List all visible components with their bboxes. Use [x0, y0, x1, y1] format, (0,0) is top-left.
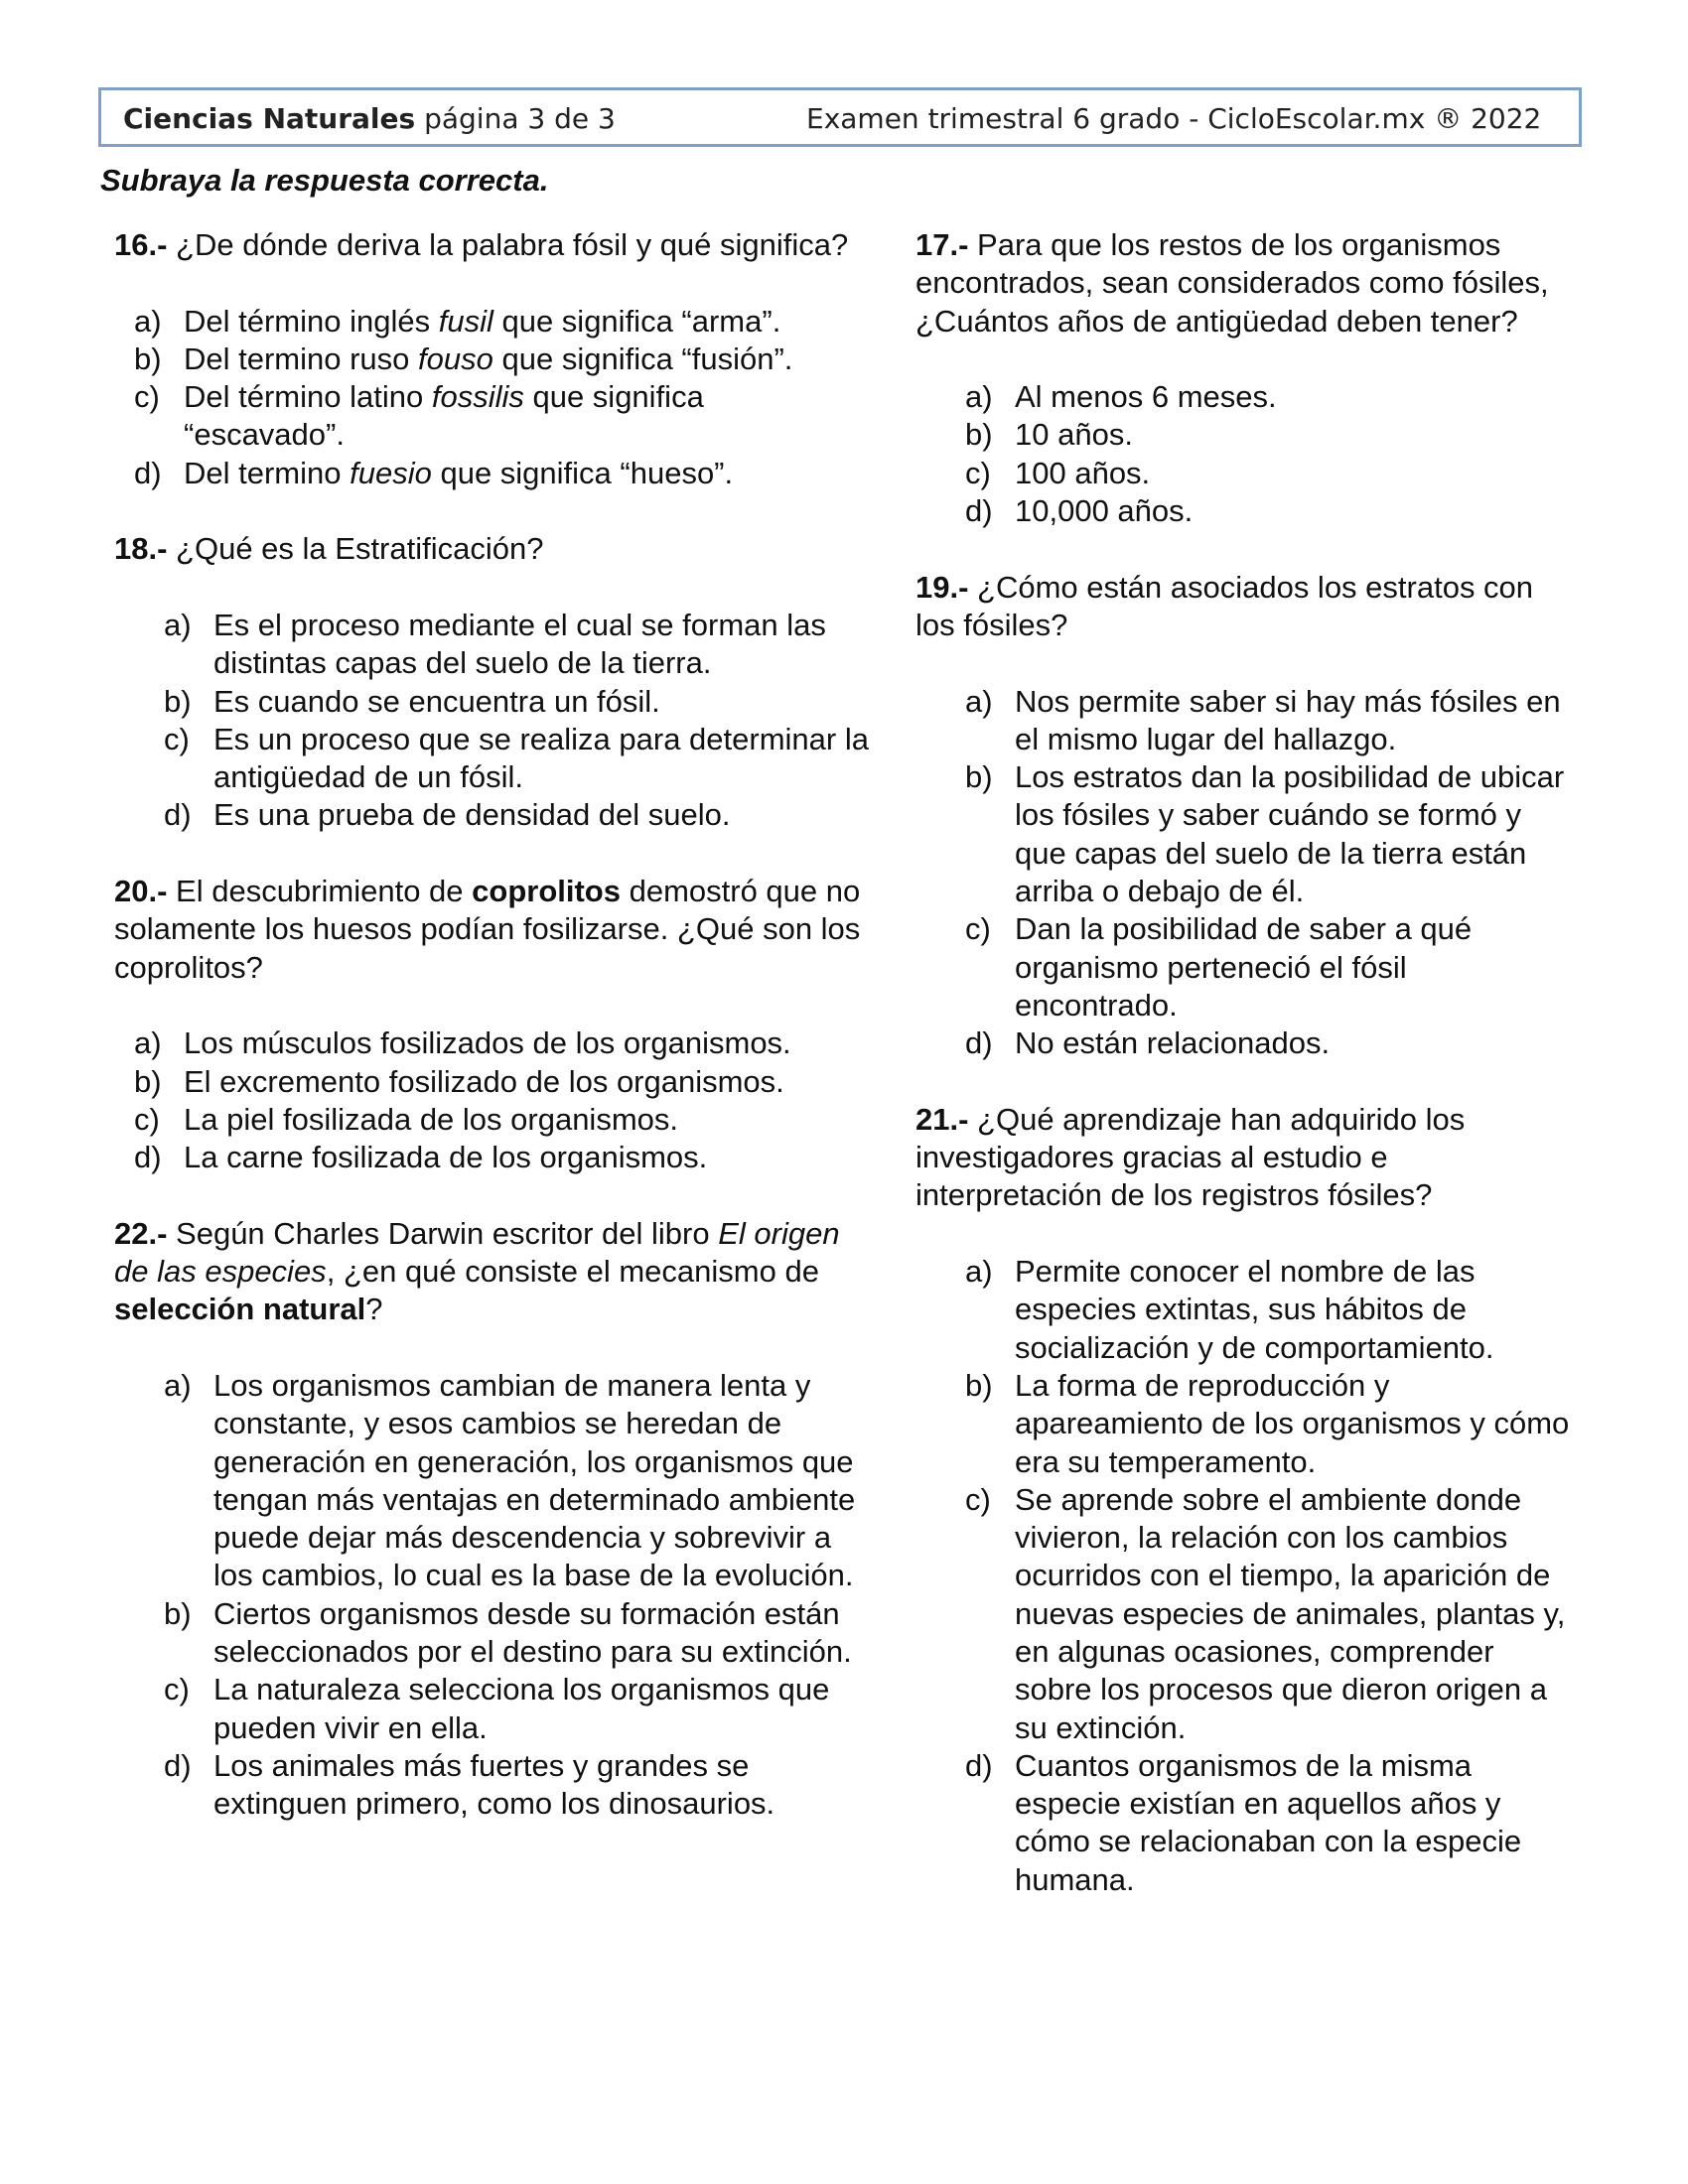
- answer-option[interactable]: [114, 796, 869, 834]
- option-letter: d): [965, 1025, 993, 1061]
- answer-option[interactable]: [915, 492, 1571, 530]
- instruction-text: Subraya la respuesta correcta.: [100, 163, 549, 198]
- answer-option[interactable]: [114, 683, 869, 721]
- answer-option[interactable]: [915, 1253, 1571, 1367]
- question-16: [114, 226, 869, 492]
- option-letter: a): [965, 683, 993, 719]
- answer-option[interactable]: [114, 607, 869, 683]
- answer-option[interactable]: [915, 1481, 1571, 1747]
- answer-options: [915, 1253, 1571, 1899]
- answer-options: [915, 683, 1571, 1063]
- option-letter: a): [164, 1367, 192, 1403]
- right-column: [915, 226, 1571, 1937]
- question-text: [915, 226, 1571, 341]
- option-letter: c): [164, 721, 190, 756]
- option-text: Los músculos fosilizados de los organismos.: [184, 1025, 791, 1061]
- option-letter: c): [965, 455, 991, 490]
- question-22: [114, 1215, 869, 1824]
- question-prompt: ¿Qué aprendizaje han adquirido los investigadores gracias al estudio e interpretación de los registros fósiles?: [915, 1101, 1466, 1213]
- option-letter: b): [134, 341, 162, 376]
- answer-option[interactable]: [114, 455, 869, 492]
- option-letter: b): [164, 1595, 192, 1631]
- option-letter: b): [134, 1063, 162, 1099]
- answer-option[interactable]: [114, 1747, 869, 1824]
- option-text: Del término inglés fusil que significa “arma”.: [184, 303, 781, 339]
- question-text: 22.- Según Charles Darwin escritor del libro El origen de las especies, ¿en qué consiste el mecanismo de selección natural?: [114, 1215, 840, 1327]
- question-number: 20.-: [114, 874, 168, 909]
- option-text: Los organismos cambian de manera lenta y constante, y esos cambios se heredan de generación en generación, los organismos que tengan más ventajas en determinado ambiente puede dejar más descendencia y sobrevivir a los cambios, lo cual es la base de la evolución.: [213, 1367, 856, 1593]
- answer-options: [114, 1024, 869, 1176]
- option-text: Es cuando se encuentra un fósil.: [213, 683, 660, 719]
- option-letter: d): [965, 493, 993, 529]
- question-18: [114, 530, 869, 834]
- option-letter: c): [134, 1101, 160, 1137]
- subject-name: Ciencias Naturales: [123, 102, 416, 135]
- option-text: Los animales más fuertes y grandes se extinguen primero, como los dinosaurios.: [213, 1747, 775, 1822]
- question-prompt: ¿Cómo están asociados los estratos con los fósiles?: [915, 569, 1534, 642]
- option-text: 100 años.: [1015, 455, 1151, 490]
- question-text: [915, 1101, 1571, 1215]
- option-letter: c): [134, 379, 160, 415]
- page-header: [98, 87, 1582, 147]
- option-letter: b): [965, 417, 993, 453]
- answer-option[interactable]: [114, 341, 869, 378]
- option-text: Cuantos organismos de la misma especie existían en aquellos años y cómo se relacionaban con la especie humana.: [1015, 1747, 1522, 1897]
- question-17: [915, 226, 1571, 530]
- question-number: 21.-: [915, 1101, 969, 1137]
- answer-option[interactable]: [114, 1367, 869, 1595]
- answer-option[interactable]: [915, 455, 1571, 492]
- option-letter: d): [965, 1747, 993, 1783]
- question-number: 22.-: [114, 1215, 168, 1251]
- option-text: La piel fosilizada de los organismos.: [184, 1101, 678, 1137]
- question-number: 18.-: [114, 531, 168, 567]
- question-20: [114, 873, 869, 1176]
- exam-title: Examen trimestral 6 grado - CicloEscolar.mx ® 2022: [806, 102, 1542, 135]
- question-text: [114, 530, 869, 568]
- option-text: El excremento fosilizado de los organismos.: [184, 1063, 784, 1099]
- left-column: [114, 226, 869, 1861]
- answer-option[interactable]: [915, 1747, 1571, 1899]
- page-info: página 3 de 3: [415, 102, 616, 135]
- answer-option[interactable]: [114, 303, 869, 341]
- option-letter: c): [164, 1672, 190, 1707]
- option-text: La naturaleza selecciona los organismos que pueden vivir en ella.: [213, 1672, 830, 1745]
- option-letter: c): [965, 911, 991, 947]
- option-letter: a): [164, 607, 192, 642]
- answer-option[interactable]: [114, 1063, 869, 1101]
- question-text: [114, 226, 869, 264]
- header-subject: [123, 102, 616, 135]
- answer-option[interactable]: [114, 1139, 869, 1176]
- option-text: 10 años.: [1015, 417, 1133, 453]
- answer-option[interactable]: [114, 721, 869, 797]
- option-text: Dan la posibilidad de saber a qué organismo perteneció el fósil encontrado.: [1015, 911, 1473, 1023]
- option-letter: b): [164, 683, 192, 719]
- answer-option[interactable]: [915, 683, 1571, 759]
- option-letter: d): [134, 1140, 162, 1175]
- answer-option[interactable]: [114, 1595, 869, 1672]
- answer-options: [915, 378, 1571, 530]
- option-letter: a): [965, 379, 993, 415]
- answer-option[interactable]: [915, 416, 1571, 454]
- option-text: No están relacionados.: [1015, 1025, 1331, 1061]
- option-text: Es el proceso mediante el cual se forman las distintas capas del suelo de la tierra.: [213, 607, 826, 681]
- answer-option[interactable]: [915, 758, 1571, 910]
- answer-option[interactable]: [114, 1671, 869, 1747]
- question-prompt: Para que los restos de los organismos encontrados, sean considerados como fósiles, ¿Cuántos años de antigüedad deben tener?: [915, 227, 1549, 339]
- question-prompt: ¿De dónde deriva la palabra fósil y qué significa?: [167, 227, 849, 262]
- option-text: Los estratos dan la posibilidad de ubicar los fósiles y saber cuándo se formó y que capas del suelo de la tierra están arriba o debajo de él.: [1015, 759, 1565, 909]
- option-letter: b): [965, 759, 993, 795]
- option-letter: d): [164, 1747, 192, 1783]
- answer-options: [114, 1367, 869, 1824]
- option-text: Al menos 6 meses.: [1015, 379, 1277, 415]
- option-text: Nos permite saber si hay más fósiles en el mismo lugar del hallazgo.: [1015, 683, 1561, 756]
- question-text: 20.- El descubrimiento de coprolitos demostró que no solamente los huesos podían fosilizarse. ¿Qué son los coprolitos?: [114, 874, 861, 985]
- option-text: Del termino fuesio que significa “hueso”.: [184, 455, 734, 490]
- option-text: Ciertos organismos desde su formación están seleccionados por el destino para su extinción.: [213, 1595, 852, 1669]
- answer-option[interactable]: [915, 1024, 1571, 1062]
- option-text: La carne fosilizada de los organismos.: [184, 1140, 708, 1175]
- option-letter: b): [965, 1367, 993, 1403]
- answer-option[interactable]: [915, 1367, 1571, 1481]
- option-letter: c): [965, 1481, 991, 1517]
- option-letter: d): [164, 797, 192, 833]
- question-19: [915, 569, 1571, 1063]
- answer-option[interactable]: [114, 1024, 869, 1062]
- option-letter: a): [134, 1025, 162, 1061]
- option-text: Del termino ruso fouso que significa “fusión”.: [184, 341, 793, 376]
- option-text: La forma de reproducción y apareamiento de los organismos y cómo era su temperamento.: [1015, 1367, 1570, 1479]
- question-prompt: ¿Qué es la Estratificación?: [167, 531, 544, 567]
- option-text: Permite conocer el nombre de las especies extintas, sus hábitos de socialización y de comportamiento.: [1015, 1254, 1494, 1365]
- option-text: Es un proceso que se realiza para determinar la antigüedad de un fósil.: [213, 721, 869, 795]
- answer-option[interactable]: [915, 378, 1571, 416]
- answer-options: [114, 607, 869, 835]
- option-text: Es una prueba de densidad del suelo.: [213, 797, 731, 833]
- answer-option[interactable]: [114, 1101, 869, 1139]
- question-number: 17.-: [915, 227, 969, 262]
- option-letter: a): [965, 1254, 993, 1290]
- question-21: [915, 1101, 1571, 1899]
- option-letter: d): [134, 455, 162, 490]
- answer-options: [114, 303, 869, 492]
- option-letter: a): [134, 303, 162, 339]
- question-number: 19.-: [915, 569, 969, 605]
- option-text: Del término latino fossilis que significa “escavado”.: [184, 379, 704, 453]
- answer-option[interactable]: [114, 378, 869, 455]
- answer-option[interactable]: [915, 910, 1571, 1024]
- question-number: 16.-: [114, 227, 168, 262]
- question-text: [915, 569, 1571, 645]
- option-text: Se aprende sobre el ambiente donde vivieron, la relación con los cambios ocurridos con el tiempo, la aparición de nuevas especies de animales, plantas y, en algunas ocasiones, comprender sobre los procesos que dieron origen a su extinción.: [1015, 1481, 1566, 1745]
- option-text: 10,000 años.: [1015, 493, 1194, 529]
